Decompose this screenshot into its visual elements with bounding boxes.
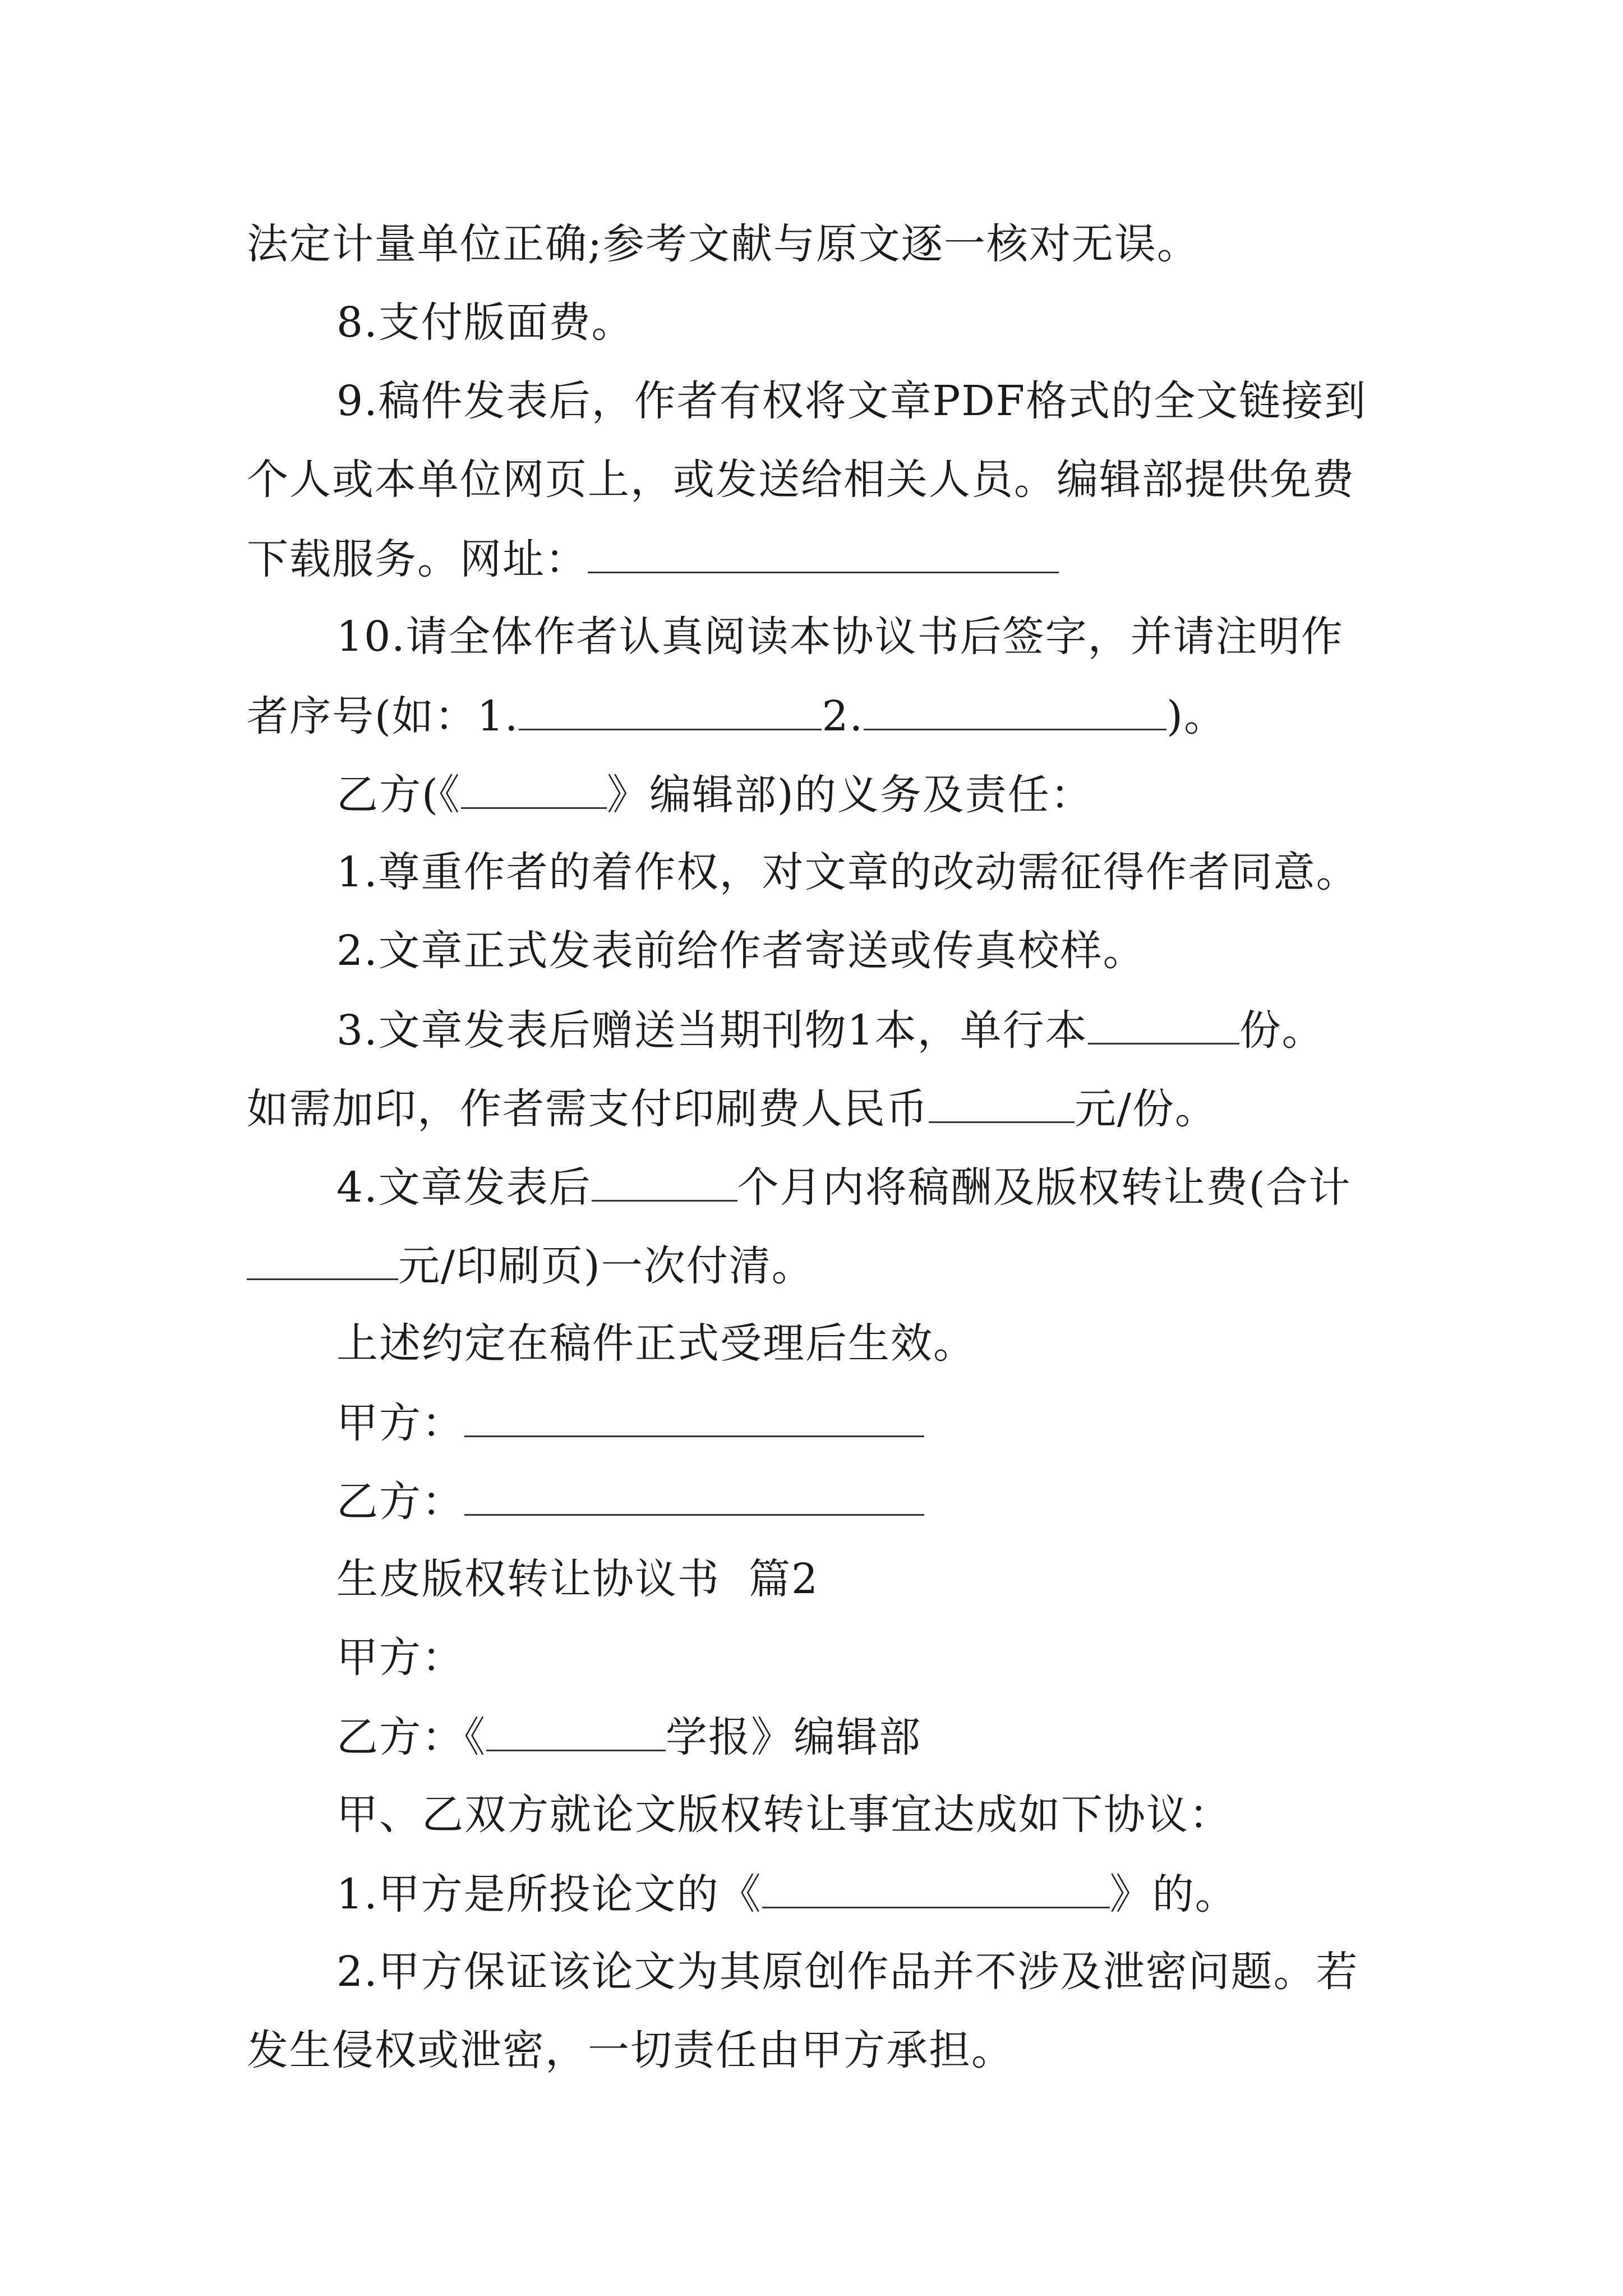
paragraph-line: 下载服务。网址： bbox=[247, 530, 1059, 587]
clause-1: 1.甲方是所投论文的《 》的。 bbox=[336, 1865, 1238, 1922]
list-item-10: 10.请全体作者认真阅读本协议书后签字，并请注明作 bbox=[336, 613, 1344, 661]
section-heading: 乙方(《 》编辑部)的义务及责任： bbox=[336, 766, 1093, 823]
paragraph-line: 者序号(如：1. 2. )。 bbox=[247, 687, 1227, 744]
months-blank bbox=[592, 1158, 737, 1202]
list-item-2: 2.文章正式发表前给作者寄送或传真校样。 bbox=[336, 927, 1146, 975]
list-item-9: 9.稿件发表后，作者有权将文章PDF格式的全文链接到 bbox=[336, 377, 1367, 425]
party-a-blank bbox=[464, 1394, 924, 1437]
clause-2: 2.甲方保证该论文为其原创作品并不涉及泄密问题。若 bbox=[336, 1948, 1359, 1996]
paragraph-line: 个人或本单位网页上，或发送给相关人员。编辑部提供免费 bbox=[247, 455, 1355, 504]
list-item-1: 1.尊重作者的着作权，对文章的改动需征得作者同意。 bbox=[336, 848, 1359, 896]
party-b-line: 乙方：《 学报》编辑部 bbox=[336, 1708, 921, 1765]
author-1-blank bbox=[519, 687, 822, 730]
list-item-8: 8.支付版面费。 bbox=[336, 298, 634, 347]
party-a-line: 甲方： bbox=[336, 1634, 464, 1682]
author-2-blank bbox=[864, 687, 1166, 730]
agreement-intro: 甲、乙双方就论文版权转让事宜达成如下协议： bbox=[336, 1791, 1232, 1839]
journal-name-blank bbox=[461, 766, 607, 809]
party-b-blank bbox=[464, 1473, 924, 1516]
journal-blank bbox=[486, 1708, 666, 1751]
paragraph-line: 如需加印，作者需支付印刷费人民币 元/份。 bbox=[247, 1080, 1218, 1137]
paragraph-line: 元/印刷页)一次付清。 bbox=[247, 1237, 814, 1294]
website-blank bbox=[588, 530, 1059, 573]
list-item-4: 4.文章发表后 个月内将稿酬及版权转让费(合计 bbox=[336, 1158, 1351, 1216]
print-fee-blank bbox=[929, 1080, 1075, 1123]
fee-total-blank bbox=[247, 1237, 398, 1280]
section-title: 生皮版权转让协议书 篇2 bbox=[336, 1555, 819, 1603]
effective-clause: 上述约定在稿件正式受理后生效。 bbox=[336, 1319, 976, 1368]
paragraph-line: 发生侵权或泄密，一切责任由甲方承担。 bbox=[247, 2026, 1014, 2074]
offprint-count-blank bbox=[1088, 1001, 1239, 1045]
party-a-signature: 甲方： bbox=[336, 1394, 924, 1451]
paper-title-blank bbox=[762, 1865, 1110, 1908]
list-item-3: 3.文章发表后赠送当期刊物1本，单行本 份。 bbox=[336, 1001, 1325, 1059]
paragraph-line: 法定计量单位正确;参考文献与原文逐一核对无误。 bbox=[247, 220, 1200, 268]
party-b-signature: 乙方： bbox=[336, 1473, 924, 1530]
